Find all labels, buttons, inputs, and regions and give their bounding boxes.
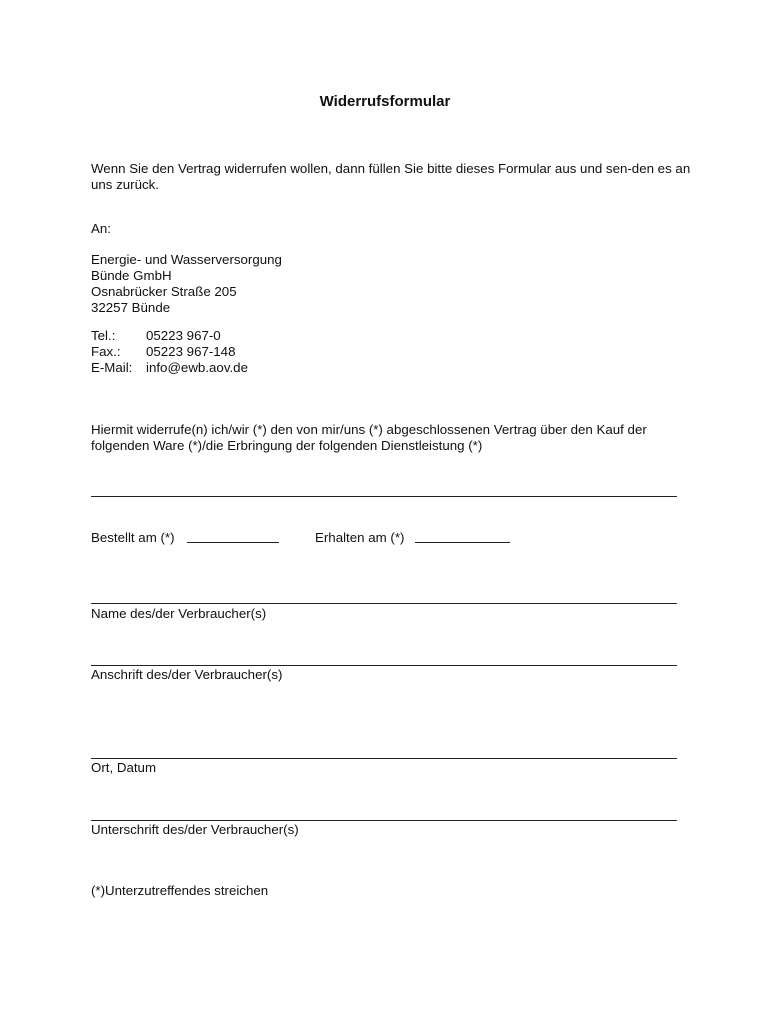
contact-label: Tel.:: [91, 328, 116, 343]
received-date-line[interactable]: [415, 542, 510, 543]
address-line: Osnabrücker Straße 205: [91, 284, 237, 299]
place-date-entry-line[interactable]: [91, 758, 677, 759]
name-label: Name des/der Verbraucher(s): [91, 606, 267, 621]
address-line: Bünde GmbH: [91, 268, 172, 283]
ordered-label: Bestellt am (*): [91, 530, 175, 545]
ordered-date-line[interactable]: [187, 542, 279, 543]
name-entry-line[interactable]: [91, 603, 677, 604]
address-entry-line[interactable]: [91, 665, 677, 666]
place-date-label: Ort, Datum: [91, 760, 157, 775]
footnote: (*)Unterzutreffendes streichen: [91, 883, 269, 898]
address-label: Anschrift des/der Verbraucher(s): [91, 667, 283, 682]
contact-value: info@ewb.aov.de: [146, 360, 248, 375]
recipient-label: An:: [91, 221, 111, 236]
address-line: Energie- und Wasserversorgung: [91, 252, 282, 267]
goods-entry-line[interactable]: [91, 496, 677, 497]
contact-row-fax: [91, 344, 248, 360]
declaration-text: Hiermit widerrufe(n) ich/wir (*) den von mir/uns (*) abgeschlossenen Vertrag über den Kauf der folgenden Ware (*)/die Erbringung der folgenden Dienstleistung (*): [91, 422, 647, 453]
signature-label: Unterschrift des/der Verbraucher(s): [91, 822, 299, 837]
contact-row-phone: [91, 328, 248, 344]
intro-text: Wenn Sie den Vertrag widerrufen wollen, dann füllen Sie bitte dieses Formular aus und sen-den es an uns zurück.: [91, 161, 691, 192]
contact-value: 05223 967-0: [146, 328, 221, 343]
signature-entry-line[interactable]: [91, 820, 677, 821]
form-title: Widerrufsformular: [319, 93, 451, 110]
contact-label: E-Mail:: [91, 360, 133, 375]
recipient-address: [91, 252, 282, 316]
recipient-contact: [91, 328, 248, 376]
contact-value: 05223 967-148: [146, 344, 236, 359]
received-label: Erhalten am (*): [315, 530, 405, 545]
address-line: 32257 Bünde: [91, 300, 171, 315]
contact-label: Fax.:: [91, 344, 121, 359]
contact-row-email: [91, 360, 248, 376]
